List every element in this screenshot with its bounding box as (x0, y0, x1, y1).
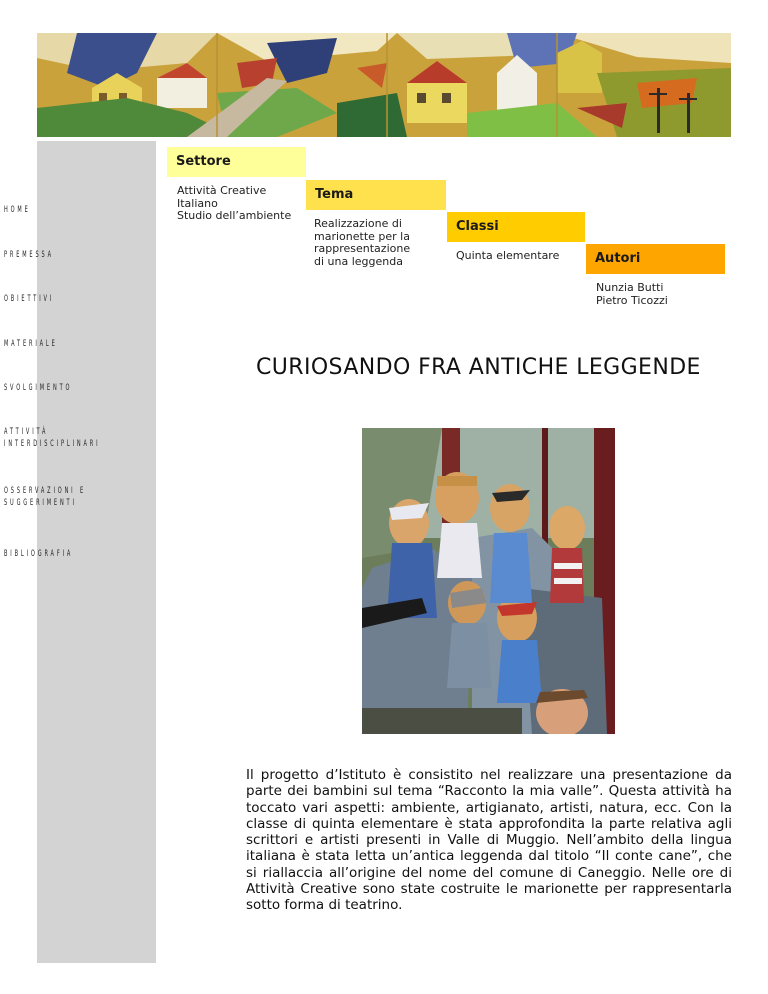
page-title: CURIOSANDO FRA ANTICHE LEGGENDE (256, 355, 701, 380)
nav-bibliografia[interactable]: BIBLIOGRAFIA (4, 549, 74, 559)
description-paragraph: Il progetto d’Istituto è consistito nel realizzare una presentazione da parte dei bambini sul tema “Racconto la mia valle”. Questa attività ha toccato vari aspetti: ambiente, artigianato, artisti, natura, ecc. Con la classe di quinta elementare è stata approfondita la parte relativa agli scrittori e artisti presenti in Valle di Muggio. Nell’ambito della lingua italiana è stata letta un’antica leggenda dal titolo “Il conte cane”, che si riallaccia all’origine del nome del comune di Caneggio. Nelle ore di Attività Creative sono state costruite le marionette per rappresentarla sotto forma di teatrino. (246, 767, 732, 914)
settore-value: Studio dell’ambiente (177, 209, 292, 222)
nav-premessa[interactable]: PREMESSA (4, 250, 54, 260)
tema-value: marionette per la (314, 229, 410, 243)
classi-header: Classi (447, 212, 585, 242)
tema-header: Tema (306, 180, 446, 210)
autori-value: Pietro Ticozzi (596, 293, 668, 307)
banner-painting-art (37, 33, 731, 137)
nav-svolgimento[interactable]: SVOLGIMENTO (4, 383, 73, 393)
nav-osservazioni-suggerimenti[interactable]: OSSERVAZIONI E SUGGERIMENTI (4, 486, 86, 508)
settore-value: Attività Creative (177, 184, 267, 197)
settore-header: Settore (167, 147, 306, 177)
settore-values (177, 185, 291, 223)
tema-value: rappresentazione (314, 242, 411, 255)
tema-value: Realizzazione di (314, 217, 402, 230)
autori-header: Autori (586, 244, 725, 274)
tema-values (314, 218, 410, 268)
autori-values (596, 282, 668, 307)
settore-value: Italiano (177, 196, 218, 210)
classi-values (456, 250, 559, 263)
marionettes-photo (362, 428, 615, 734)
tema-value: di una leggenda (314, 254, 403, 268)
autori-value: Nunzia Butti (596, 281, 664, 294)
banner-painting (37, 33, 731, 137)
nav-home[interactable]: HOME (4, 205, 31, 215)
marionettes-photo-art (362, 428, 615, 734)
nav-materiale[interactable]: MATERIALE (4, 339, 58, 349)
nav-attivita-interdisciplinari[interactable]: ATTIVITÀ INTERDISCIPLINARI (4, 427, 101, 449)
nav-obiettivi[interactable]: OBIETTIVI (4, 294, 55, 304)
classi-value: Quinta elementare (456, 249, 560, 262)
